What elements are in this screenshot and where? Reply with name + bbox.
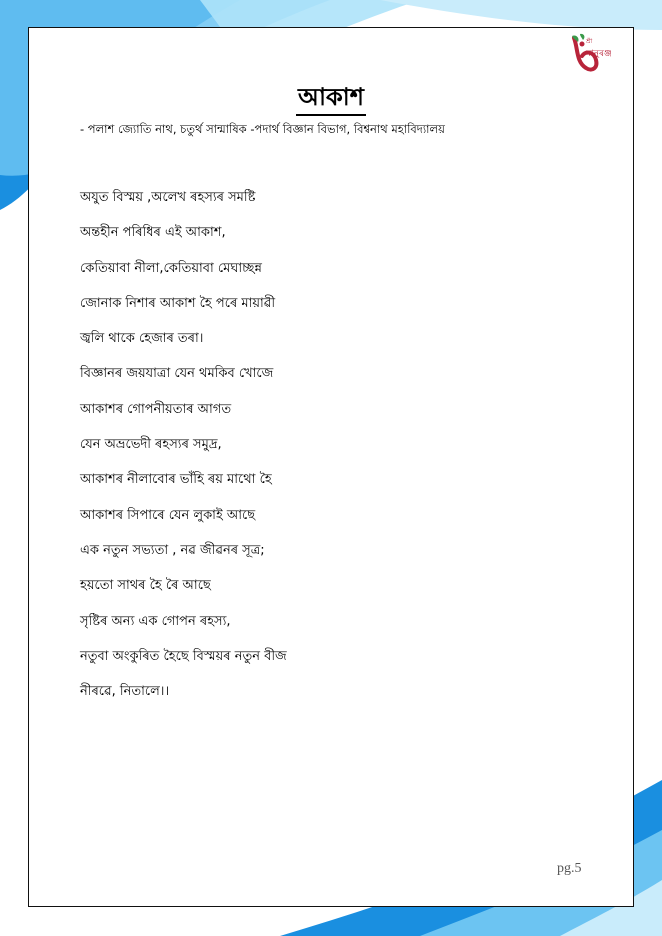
author-byline: - পলাশ জ্যোতি নাথ, চতুৰ্থ সান্মাষিক -পদাৰ্থ বিজ্ঞান বিভাগ, বিশ্বনাথ মহাবিদ্যালয় — [80, 122, 445, 136]
poem-line: অযুত বিস্ময় ,অলেখ ৰহস্যৰ সমষ্টি — [80, 190, 256, 205]
poem-line: আকাশৰ সিপাৰে যেন লুকাই আছে — [80, 507, 256, 523]
poem-line: হয়তো সাথৰ হৈ ৰৈ আছে — [80, 578, 211, 594]
poem-line: সৃষ্টিৰ অন্য এক গোপন ৰহস্য, — [80, 613, 231, 629]
poem-line: যেন অভ্ৰভেদী ৰহস্যৰ সমুদ্ৰ, — [80, 437, 222, 453]
poem-line: বিজ্ঞানৰ জয়যাত্ৰা যেন থমকিব খোজে — [80, 366, 274, 382]
poem-title: আকাশ — [296, 84, 366, 116]
poem-line: নতুবা অংকুৰিত হৈছে বিস্ময়ৰ নতুন বীজ — [80, 648, 287, 664]
page-number: pg.5 — [557, 861, 582, 876]
poem-body — [80, 188, 287, 717]
poem-line: আকাশৰ নীলাবোৰ ভাঁহি ৰয় মাথো হৈ — [80, 472, 272, 488]
poem-line: নীৰৱে, নিতালে।। — [80, 684, 170, 700]
poem-line: এক নতুন সভ্যতা , নৱ জীৱনৰ সূত্ৰ; — [80, 542, 265, 558]
poem-line: জোনাক নিশাৰ আকাশ হৈ পৰে মায়াৱী — [80, 295, 276, 311]
logo-small-text: শ্ৰী — [586, 38, 593, 45]
logo-text: মানুৰঞ্জ — [586, 49, 612, 59]
poem-line: কেতিয়াবা নীলা,কেতিয়াবা মেঘাচ্ছন্ন — [80, 260, 262, 276]
poem-line: আকাশৰ গোপনীয়তাৰ আগত — [80, 401, 232, 417]
poem-line: জ্বলি থাকে হেজাৰ তৰা। — [80, 331, 204, 347]
poem-title-container — [0, 83, 662, 116]
poem-line: অন্তহীন পৰিধিৰ এই আকাশ, — [80, 225, 226, 241]
